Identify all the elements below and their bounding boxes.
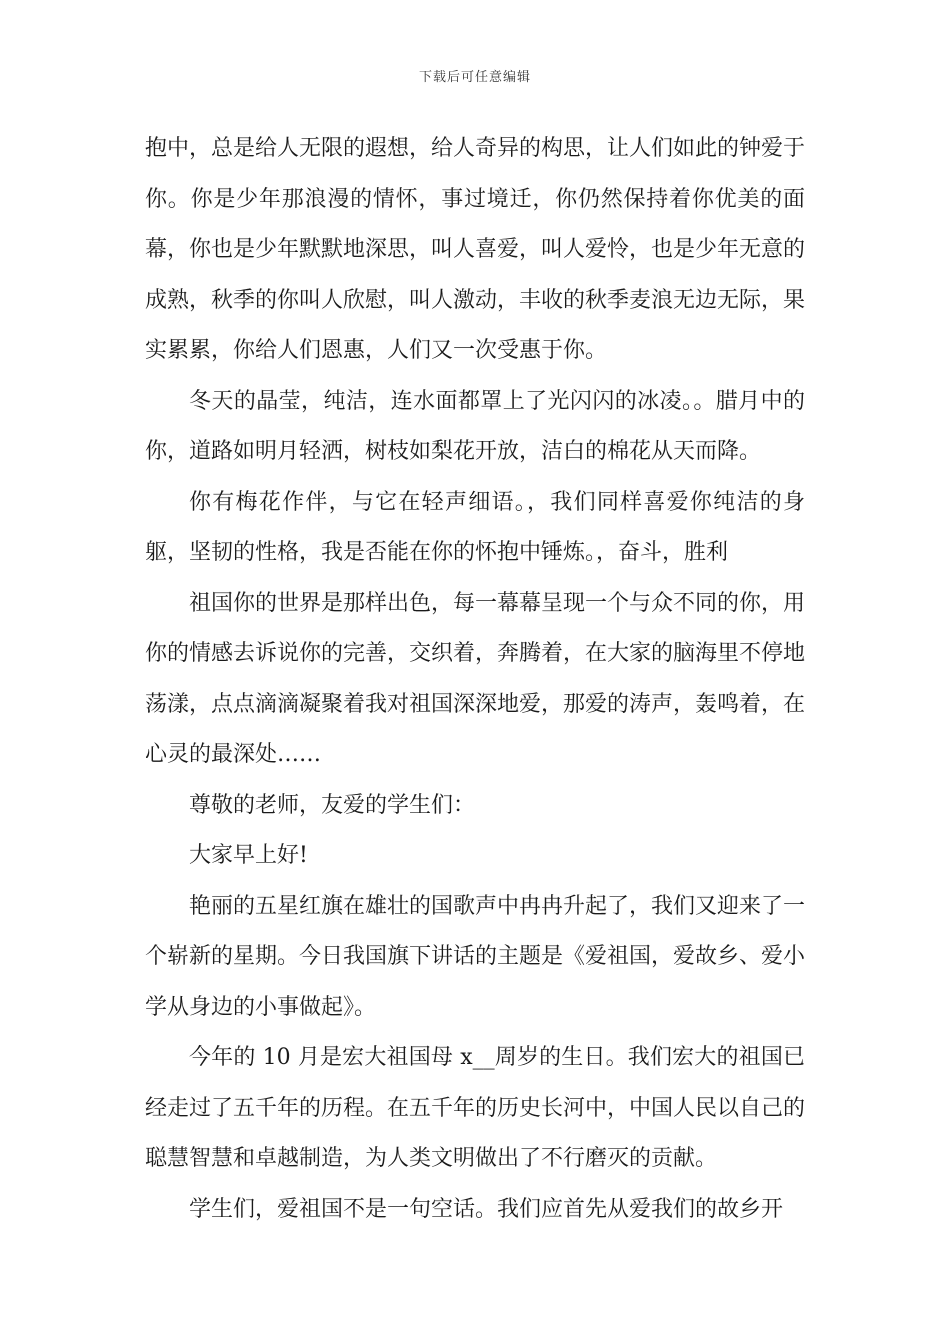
paragraph-6: 大家早上好! — [189, 843, 308, 868]
page-header: 下载后可任意编辑 — [418, 70, 531, 85]
paragraph-4: 祖国你的世界是那样出色，每一幕幕呈现一个与众不同的你，用你的情感去诉说你的完善，交织着，奔腾着，在大家的脑海里不停地荡漾，点点滴滴凝聚着我对祖国深深地爱，那爱的涛声，轰鸣着，在心灵的最深处…… — [145, 590, 806, 767]
paragraph-1: 抱中，总是给人无限的遐想，给人奇异的构思，让人们如此的钟爱于你。你是少年那浪漫的情怀，事过境迁，你仍然保持着你优美的面幕，你也是少年默默地深思，叫人喜爱，叫人爱怜，也是少年无意的成熟，秋季的你叫人欣慰，叫人激动，丰收的秋季麦浪无边无际，果实累累，你给人们恩惠，人们又一次受惠于你。 — [145, 136, 806, 363]
document-body — [145, 124, 805, 1235]
paragraph-9: 学生们，爱祖国不是一句空话。我们应首先从爱我们的故乡开 — [189, 1196, 784, 1222]
paragraph-7: 艳丽的五星红旗在雄壮的国歌声中冉冉升起了，我们又迎来了一个崭新的星期。今日我国旗下讲话的主题是《爱祖国，爱故乡、爱小学从身边的小事做起》。 — [145, 893, 806, 1020]
paragraph-8: 今年的 10 月是宏大祖国母 x__周岁的生日。我们宏大的祖国已经走过了五千年的历程。在五千年的历史长河中，中国人民以自己的聪慧智慧和卓越制造，为人类文明做出了不行磨灭的贡献。 — [145, 1045, 806, 1171]
paragraph-2: 冬天的晶莹，纯洁，连水面都罩上了光闪闪的冰凌。。腊月中的你，道路如明月轻洒，树枝如梨花开放，洁白的棉花从天而降。 — [145, 388, 805, 464]
paragraph-5: 尊敬的老师，友爱的学生们： — [189, 792, 476, 818]
paragraph-3: 你有梅花作伴，与它在轻声细语。，我们同样喜爱你纯洁的身躯，坚韧的性格，我是否能在你的怀抱中锤炼。，奋斗，胜利 — [145, 489, 805, 565]
